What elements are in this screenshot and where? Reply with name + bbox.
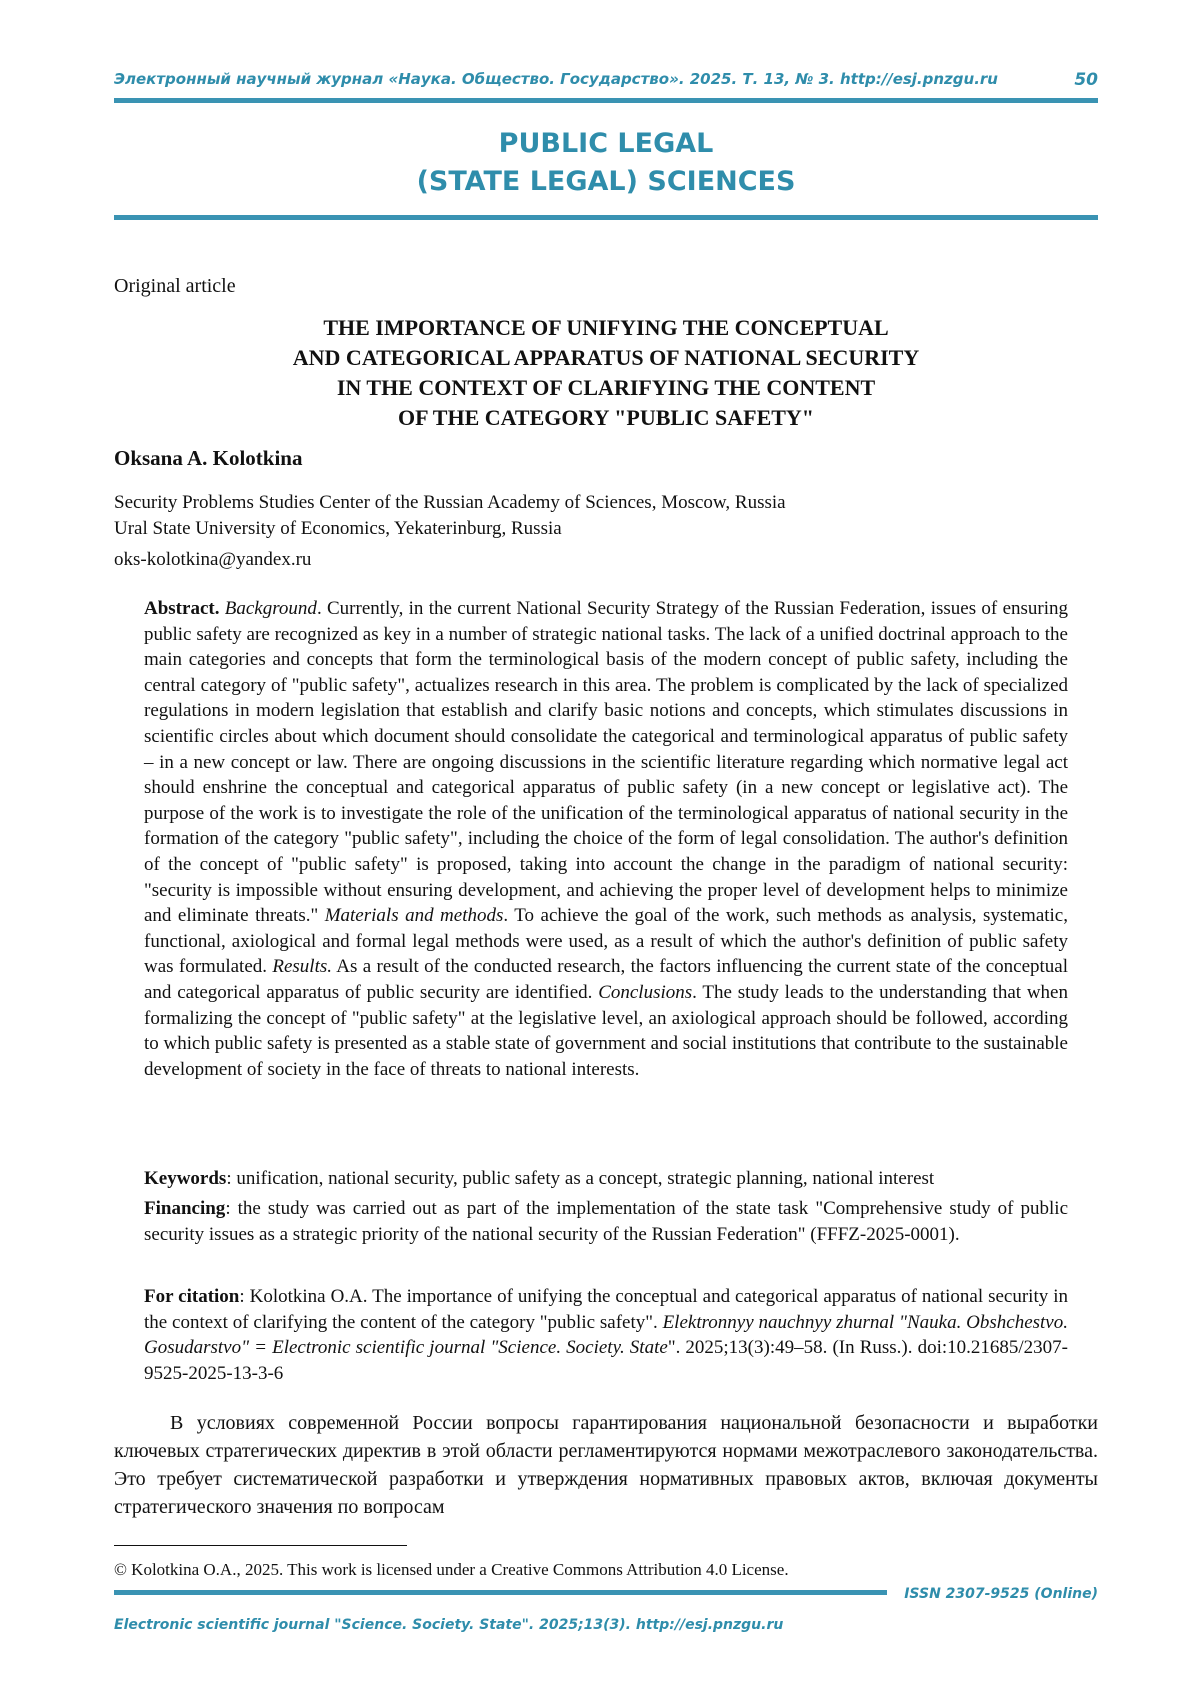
affiliations	[114, 490, 786, 542]
citation-label: For citation	[144, 1286, 240, 1307]
keywords-text: : unification, national security, public safety as a concept, strategic planning, national interest	[226, 1168, 935, 1189]
abstract-heading-background: Background	[224, 598, 317, 619]
section-title	[114, 125, 1098, 201]
keywords	[144, 1166, 1068, 1192]
article-title	[114, 313, 1098, 433]
title-line: IN THE CONTEXT OF CLARIFYING THE CONTENT	[336, 375, 876, 400]
citation-journal: Elektronnyy nauchnyy zhurnal "Nauka. Obshchestvo. Gosudarstvo" = Electronic scientific journal "Science. Society. State	[144, 1311, 1068, 1359]
abstract-label: Abstract.	[144, 598, 220, 619]
keywords-label: Keywords	[144, 1168, 227, 1189]
citation	[144, 1284, 1068, 1386]
abstract-text: . The study leads to the understanding that when formalizing the concept of "public safety" at the legislative level, an axiological approach should be followed, according to which public safety is presented as a stable state of government and social institutions that contribute to the sustainable development of society in the face of threats to national interests.	[144, 981, 1068, 1080]
abstract-heading-conclusions: Conclusions	[598, 981, 693, 1003]
title-line: AND CATEGORICAL APPARATUS OF NATIONAL SECURITY	[292, 345, 920, 370]
footnote-rule	[114, 1545, 407, 1546]
affiliation: Ural State University of Economics, Yekaterinburg, Russia	[114, 518, 562, 539]
running-header	[114, 70, 1098, 88]
abstract	[144, 596, 1068, 1082]
footnote: © Kolotkina O.A., 2025. This work is licensed under a Creative Commons Attribution 4.0 License.	[114, 1560, 789, 1579]
article-type: Original article	[114, 275, 236, 297]
abstract-text: As a result of the conducted research, the factors influencing the current state of the conceptual and categorical apparatus of public security are identified.	[144, 956, 1069, 1003]
citation-text: ". 2025;13(3):49–58. (In Russ.). doi:10.21685/2307-9525-2025-13-3-6	[144, 1337, 1068, 1384]
citation-text: : Kolotkina O.A. The importance of unifying the conceptual and categorical apparatus of national security in the context of clarifying the content of the category "public safety".	[144, 1286, 1068, 1333]
author-name: Oksana A. Kolotkina	[114, 446, 303, 470]
financing	[144, 1196, 1068, 1247]
footer-journal: Electronic scientific journal "Science. Society. State". 2025;13(3). http://esj.pnzgu.ru	[114, 1617, 784, 1633]
header-journal: Электронный научный журнал «Наука. Общество. Государство». 2025. Т. 13, № 3. http://esj.pnzgu.ru	[114, 70, 998, 88]
header-rule	[114, 98, 1098, 103]
title-line: OF THE CATEGORY "PUBLIC SAFETY"	[397, 405, 815, 430]
affiliation: Security Problems Studies Center of the Russian Academy of Sciences, Moscow, Russia	[114, 492, 786, 513]
title-line: THE IMPORTANCE OF UNIFYING THE CONCEPTUAL	[323, 315, 889, 340]
section-rule	[114, 215, 1098, 220]
issn: ISSN 2307-9525 (Online)	[904, 1586, 1098, 1602]
body-paragraph: В условиях современной России вопросы гарантирования национальной безопасности и выработки ключевых стратегических директив в этой области регламентируются нормами межотраслевого законодательства. Это требует систематической разработки и утверждения нормативных правовых актов, включая документы стратегического значения по вопросам	[114, 1412, 1098, 1518]
page-number: 50	[1074, 70, 1098, 90]
abstract-text: . Currently, in the current National Security Strategy of the Russian Federation, issues of ensuring public safety are recognized as key in a number of strategic national tasks. The lack of a unified doctrinal approach to the main categories and concepts that form the terminological basis of the modern concept of public safety, including the central category of "public safety", actualizes research in this area. The problem is complicated by the lack of specialized regulations in modern legislation that establish and clarify basic notions and concepts, which stimulates discussions in scientific circles about which document should consolidate the categorical and terminological apparatus of public safety – in a new concept or law. There are ongoing discussions in the scientific literature regarding which normative legal act should enshrine the conceptual and categorical apparatus of public safety (in a new concept or legislative act). The purpose of the work is to investigate the role of the unification of the terminological apparatus of national security in the formation of the category "public safety", including the choice of the form of legal consolidation. The author's definition of the concept of "public safety" is proposed, taking into account the change in the paradigm of national security: "security is impossible without ensuring development, and achieving the proper level of development helps to minimize and eliminate threats."	[144, 598, 1068, 927]
footer-rule	[114, 1590, 887, 1595]
abstract-heading-results: Results.	[272, 956, 332, 978]
section-title-line1: PUBLIC LEGAL	[498, 128, 714, 159]
financing-text: : the study was carried out as part of the implementation of the state task "Comprehensive study of public security issues as a strategic priority of the national security of the Russian Federation" (FFFZ-2025-0001).	[144, 1198, 1068, 1245]
abstract-text: . To achieve the goal of the work, such methods as analysis, systematic, functional, axiological and formal legal methods were used, as a result of which the author's definition of public safety was formulated.	[144, 905, 1068, 978]
section-title-line2: (STATE LEGAL) SCIENCES	[416, 166, 796, 197]
author-email[interactable]: oks-kolotkina@yandex.ru	[114, 549, 312, 570]
abstract-heading-materials: Materials and methods	[324, 905, 504, 927]
financing-label: Financing	[144, 1198, 226, 1219]
